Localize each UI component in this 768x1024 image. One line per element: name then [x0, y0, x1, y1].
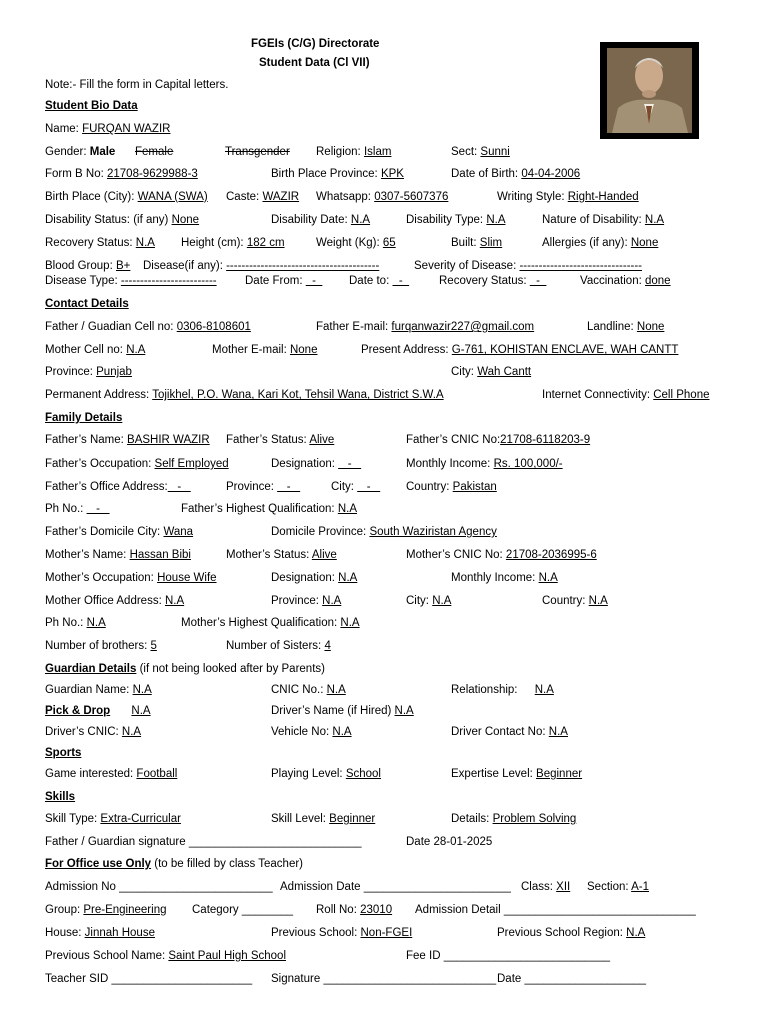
mother-name-field: Mother’s Name: Hassan Bibi: [45, 549, 191, 561]
house-field: House: Jinnah House: [45, 927, 155, 939]
father-status-field: Father’s Status: Alive: [226, 434, 335, 446]
section-skills: Skills: [45, 791, 76, 803]
father-cell-field: Father / Guadian Cell no: 0306-8108601: [45, 321, 251, 333]
fee-id-field: Fee ID __________________________: [406, 950, 611, 962]
driver-contact-field: Driver Contact No: N.A: [451, 726, 568, 738]
name-value: FURQAN WAZIR: [82, 123, 171, 135]
height-field: Height (cm): 182 cm: [181, 237, 285, 249]
disability-nature-field: Nature of Disability: N.A: [542, 214, 665, 226]
previous-school-field: Previous School: Non-FGEI: [271, 927, 413, 939]
religion-field: Religion: Islam: [316, 146, 392, 158]
whatsapp-field: Whatsapp: 0307-5607376: [316, 191, 449, 203]
writing-style-field: Writing Style: Right-Handed: [497, 191, 639, 203]
father-income-field: Monthly Income: Rs. 100,000/-: [406, 458, 563, 470]
father-office-field: Father’s Office Address: -: [45, 481, 191, 493]
permanent-address-field: Permanent Address: Tojikhel, P.O. Wana, Kari Kot, Tehsil Wana, District S.W.A: [45, 389, 444, 401]
landline-field: Landline: None: [587, 321, 665, 333]
father-email-field: Father E-mail: furqanwazir227@gmail.com: [316, 321, 535, 333]
disease-type-field: Disease Type: -------------------------: [45, 275, 217, 287]
class-field: Class: XII: [521, 881, 571, 893]
mother-office-province-field: Province: N.A: [271, 595, 342, 607]
father-phone-field: Ph No.: -: [45, 503, 110, 515]
disability-type-field: Disability Type: N.A: [406, 214, 506, 226]
dob-field: Date of Birth: 04-04-2006: [451, 168, 581, 180]
admission-detail-field: Admission Detail ______________________________: [415, 904, 696, 916]
province-field: Province: Punjab: [45, 366, 132, 378]
mother-cell-field: Mother Cell no: N.A: [45, 344, 146, 356]
date-from-field: Date From: -: [245, 275, 323, 287]
recovery-status-field: Recovery Status: N.A: [45, 237, 155, 249]
present-address-field: Present Address: G-761, KOHISTAN ENCLAVE, WAH CANTT: [361, 344, 679, 356]
section-family: Family Details: [45, 412, 123, 424]
father-office-city-field: City: -: [331, 481, 381, 493]
father-office-province-field: Province: -: [226, 481, 301, 493]
disease-field: Disease(if any): ----------------------------------------: [143, 260, 380, 272]
skill-details-field: Details: Problem Solving: [451, 813, 577, 825]
sisters-field: Number of Sisters: 4: [226, 640, 331, 652]
game-field: Game interested: Football: [45, 768, 178, 780]
mother-email-field: Mother E-mail: None: [212, 344, 318, 356]
sect-field: Sect: Sunni: [451, 146, 510, 158]
gender-male: Male: [89, 146, 116, 158]
disability-date-field: Disability Date: N.A: [271, 214, 371, 226]
teacher-sid-field: Teacher SID ______________________: [45, 973, 253, 985]
mother-office-city-field: City: N.A: [406, 595, 452, 607]
section-field: Section: A-1: [587, 881, 650, 893]
father-name-field: Father’s Name: BASHIR WAZIR: [45, 434, 210, 446]
student-photo: [600, 42, 699, 139]
admission-date-field: Admission Date _______________________: [280, 881, 511, 893]
directorate-title: FGEIs (C/G) Directorate: [251, 38, 380, 50]
allergies-field: Allergies (if any): None: [542, 237, 659, 249]
built-field: Built: Slim: [451, 237, 503, 249]
section-guardian: Guardian Details (if not being looked after by Parents): [45, 663, 325, 675]
teacher-date-field: Date ___________________: [497, 973, 647, 985]
gender-field: Gender: Male: [45, 146, 116, 158]
form-b-field: Form B No: 21708-9629988-3: [45, 168, 198, 180]
date-to-field: Date to: -: [349, 275, 410, 287]
note-text: Note:- Fill the form in Capital letters.: [45, 79, 229, 91]
mother-phone-field: Ph No.: N.A: [45, 617, 106, 629]
guardian-signature-field: Father / Guardian signature ___________________________: [45, 836, 362, 848]
father-cnic-field: Father’s CNIC No:21708-6118203-9: [406, 434, 591, 446]
mother-income-field: Monthly Income: N.A: [451, 572, 558, 584]
section-student-bio: Student Bio Data: [45, 100, 138, 112]
mother-qualification-field: Mother’s Highest Qualification: N.A: [181, 617, 360, 629]
admission-no-field: Admission No ________________________: [45, 881, 273, 893]
domicile-province-field: Domicile Province: South Waziristan Agency: [271, 526, 497, 538]
section-contact: Contact Details: [45, 298, 129, 310]
guardian-cnic-field: CNIC No.: N.A: [271, 684, 346, 696]
guardian-relationship-field: Relationship: N.A: [451, 684, 554, 696]
mother-cnic-field: Mother’s CNIC No: 21708-2036995-6: [406, 549, 597, 561]
driver-name-field: Driver’s Name (if Hired) N.A: [271, 705, 414, 717]
father-domicile-field: Father’s Domicile City: Wana: [45, 526, 194, 538]
group-field: Group: Pre-Engineering: [45, 904, 167, 916]
father-qualification-field: Father’s Highest Qualification: N.A: [181, 503, 357, 515]
birth-city-field: Birth Place (City): WANA (SWA): [45, 191, 208, 203]
vaccination-field: Vaccination: done: [580, 275, 671, 287]
mother-status-field: Mother’s Status: Alive: [226, 549, 337, 561]
brothers-field: Number of brothers: 5: [45, 640, 157, 652]
form-title: Student Data (Cl VII): [259, 57, 370, 69]
category-field: Category ________: [192, 904, 294, 916]
gender-female: Female: [135, 146, 174, 158]
previous-school-name-field: Previous School Name: Saint Paul High School: [45, 950, 287, 962]
disability-status-field: Disability Status: (if any) None: [45, 214, 200, 226]
mother-occupation-field: Mother’s Occupation: House Wife: [45, 572, 217, 584]
teacher-signature-field: Signature ___________________________: [271, 973, 497, 985]
driver-cnic-field: Driver’s CNIC: N.A: [45, 726, 142, 738]
father-office-country-field: Country: Pakistan: [406, 481, 497, 493]
skill-type-field: Skill Type: Extra-Curricular: [45, 813, 181, 825]
caste-field: Caste: WAZIR: [226, 191, 300, 203]
severity-field: Severity of Disease: --------------------------------: [414, 260, 643, 272]
name-field: Name: FURQAN WAZIR: [45, 123, 171, 135]
birth-province-field: Birth Place Province: KPK: [271, 168, 404, 180]
previous-region-field: Previous School Region: N.A: [497, 927, 646, 939]
mother-designation-field: Designation: N.A: [271, 572, 358, 584]
internet-field: Internet Connectivity: Cell Phone: [542, 389, 710, 401]
expertise-level-field: Expertise Level: Beginner: [451, 768, 583, 780]
signature-date: Date 28-01-2025: [406, 836, 493, 848]
gender-transgender: Transgender: [225, 146, 290, 158]
section-sports: Sports: [45, 747, 82, 759]
pick-drop-field: Pick & Drop N.A: [45, 705, 151, 717]
mother-office-country-field: Country: N.A: [542, 595, 608, 607]
recovery-status-2-field: Recovery Status: -: [439, 275, 547, 287]
roll-no-field: Roll No: 23010: [316, 904, 393, 916]
blood-group-field: Blood Group: B+: [45, 260, 131, 272]
father-occupation-field: Father’s Occupation: Self Employed: [45, 458, 229, 470]
weight-field: Weight (Kg): 65: [316, 237, 396, 249]
guardian-name-field: Guardian Name: N.A: [45, 684, 152, 696]
section-office: For Office use Only (to be filled by class Teacher): [45, 858, 304, 870]
vehicle-no-field: Vehicle No: N.A: [271, 726, 352, 738]
mother-office-field: Mother Office Address: N.A: [45, 595, 185, 607]
playing-level-field: Playing Level: School: [271, 768, 381, 780]
city-field: City: Wah Cantt: [451, 366, 532, 378]
father-designation-field: Designation: -: [271, 458, 362, 470]
skill-level-field: Skill Level: Beginner: [271, 813, 376, 825]
